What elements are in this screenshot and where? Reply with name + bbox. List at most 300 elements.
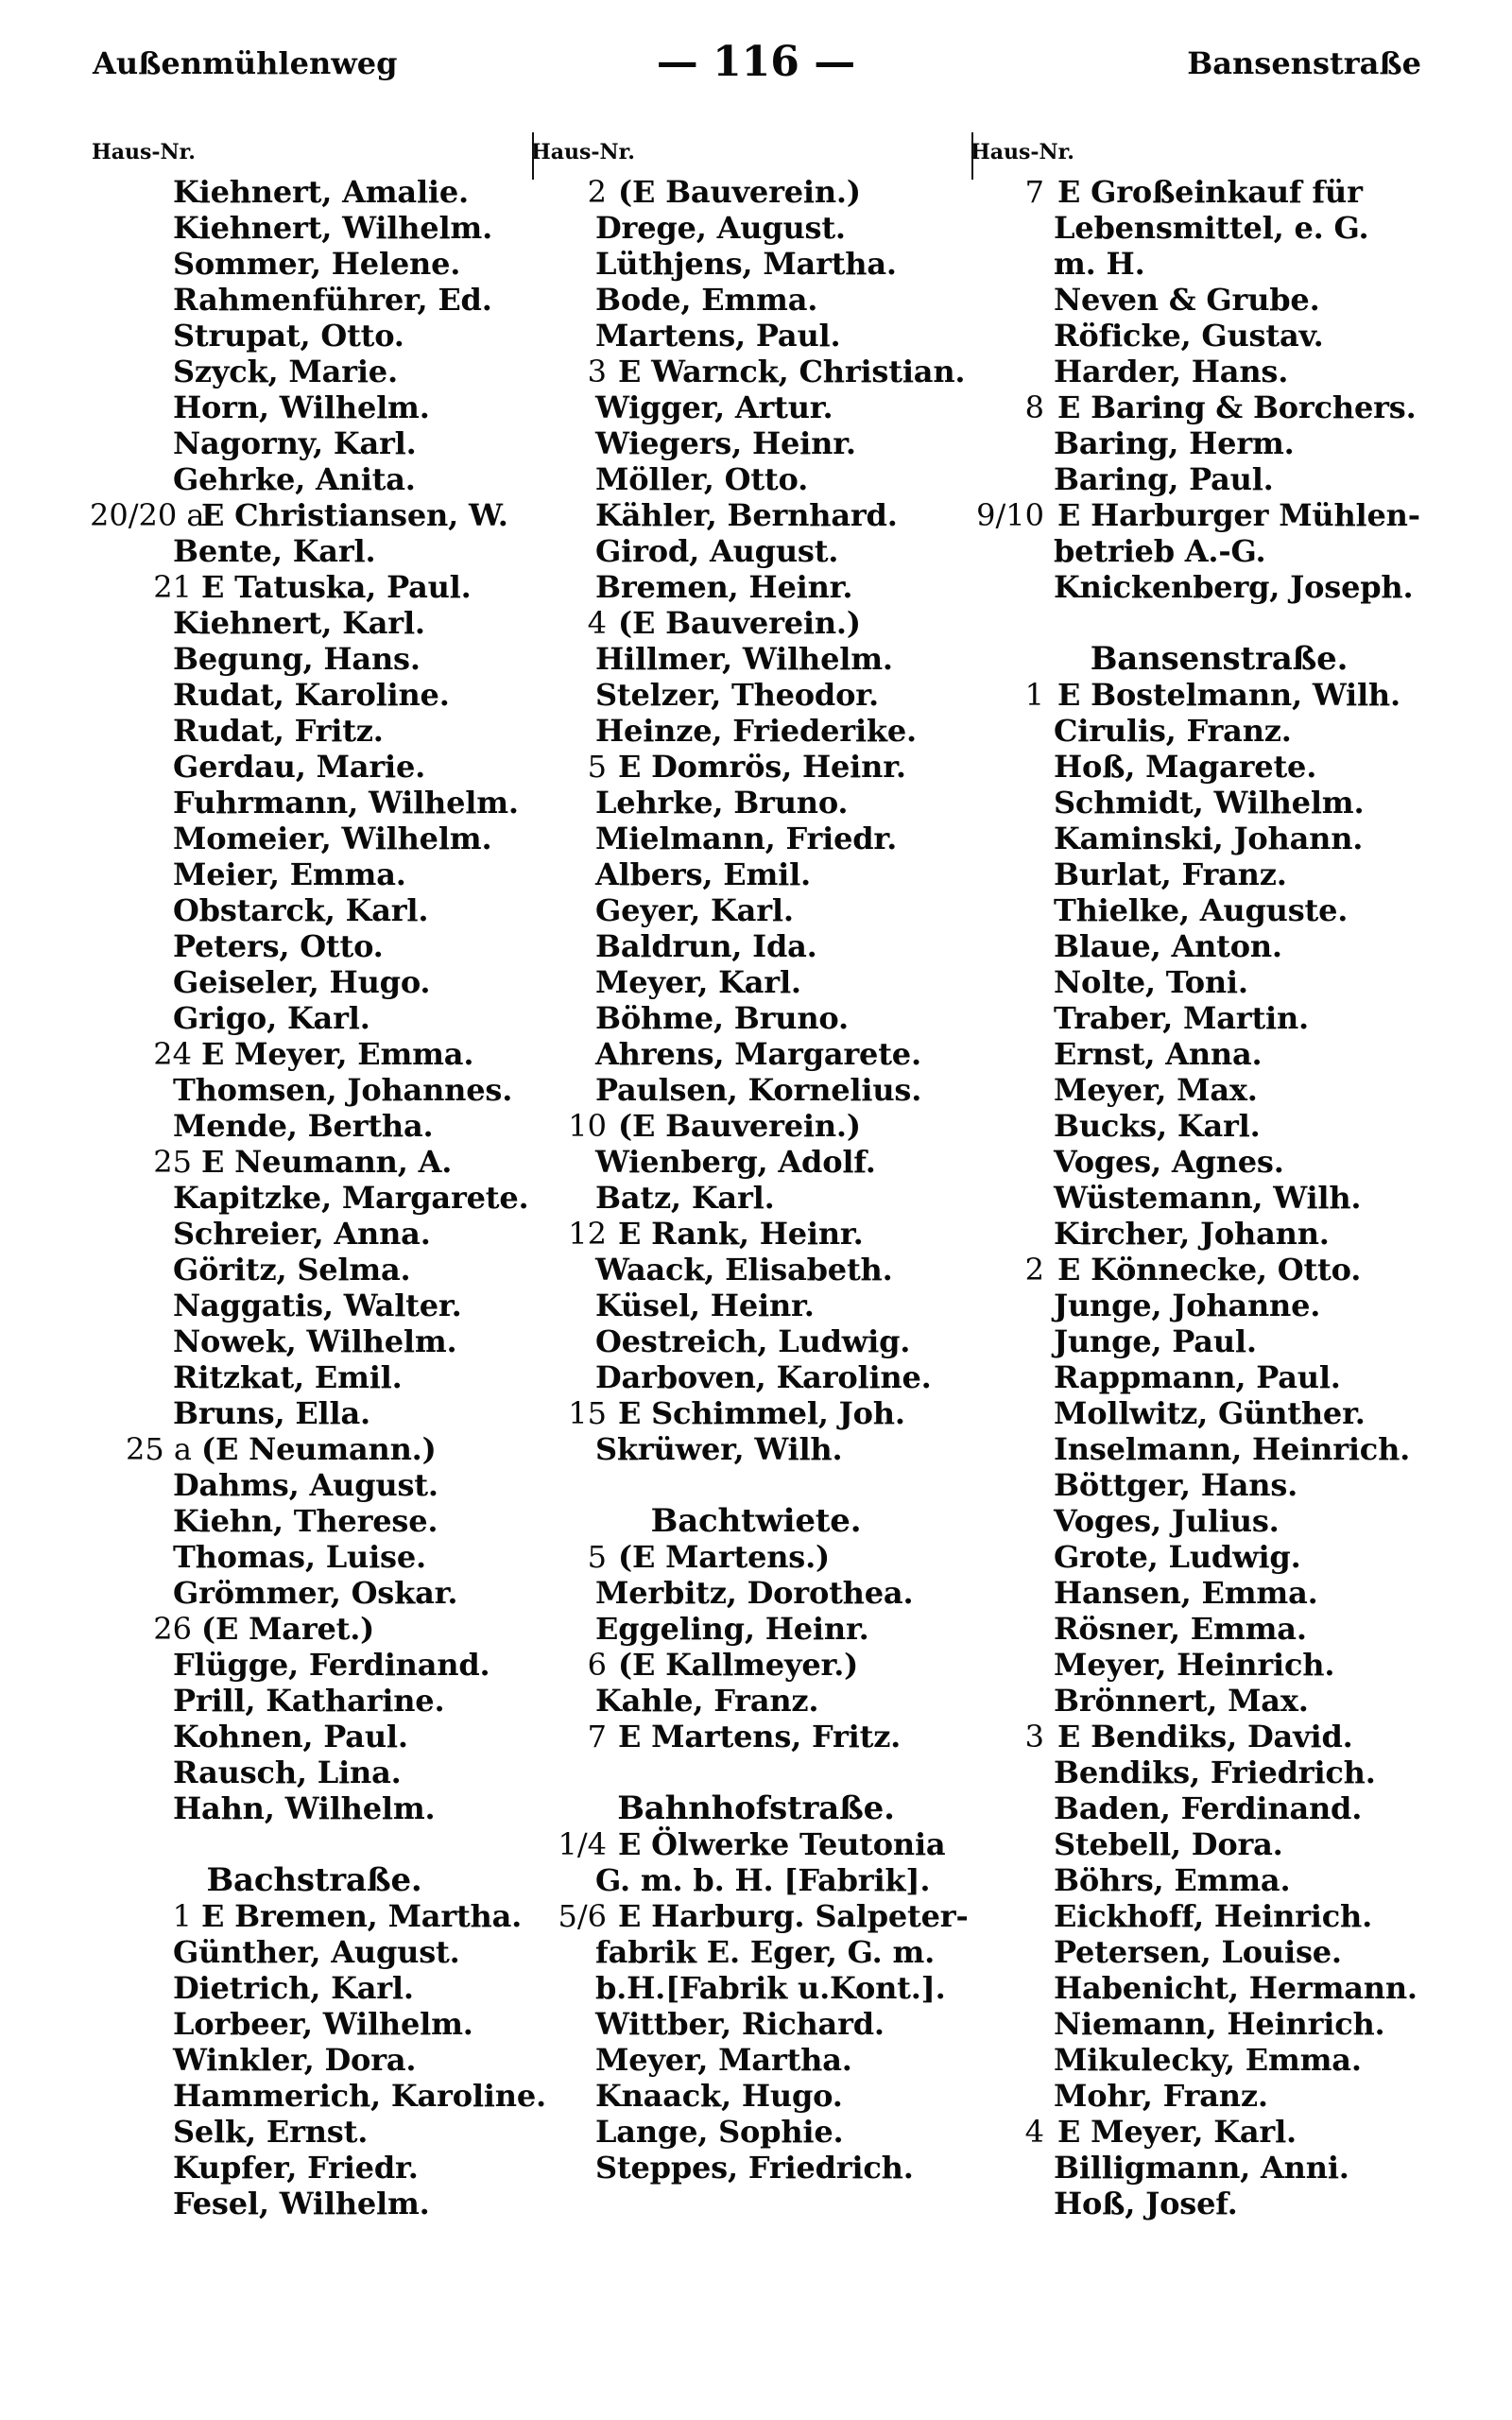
resident-name: Röficke, Gustav. (1054, 318, 1324, 354)
column-head-label: Haus-Nr. (92, 140, 196, 164)
house-number: 20/20 a (90, 497, 205, 533)
resident-name: Knickenberg, Joseph. (1054, 569, 1414, 605)
directory-entry (969, 1575, 1469, 1611)
resident-name: Burlat, Franz. (1054, 856, 1287, 892)
directory-entry (529, 749, 983, 785)
resident-name: Neven & Grube. (1054, 282, 1320, 318)
directory-entry (969, 246, 1469, 282)
house-number: 2 (587, 174, 607, 210)
resident-name: Niemann, Heinrich. (1054, 2006, 1385, 2042)
column-head-label: Haus-Nr. (531, 140, 635, 164)
resident-name: Gehrke, Anita. (173, 461, 416, 497)
directory-entry (529, 1898, 983, 1934)
directory-entry (529, 2006, 983, 2042)
resident-name: (E Martens.) (618, 1539, 830, 1575)
directory-entry (529, 210, 983, 246)
resident-name: Kaminski, Johann. (1054, 821, 1364, 856)
directory-entry (90, 246, 539, 282)
resident-name: Ritzkat, Emil. (173, 1359, 403, 1395)
directory-entry (90, 1000, 539, 1036)
resident-name: Kiehnert, Wilhelm. (173, 210, 493, 246)
spacer (529, 1754, 983, 1790)
directory-entry (529, 1216, 983, 1252)
resident-name: Lehrke, Bruno. (595, 785, 849, 821)
resident-name: Paulsen, Kornelius. (595, 1072, 922, 1108)
resident-name: (E Bauverein.) (618, 174, 861, 210)
resident-name: Kiehnert, Karl. (173, 605, 425, 641)
resident-name: Geyer, Karl. (595, 892, 794, 928)
house-number: 15 (568, 1395, 607, 1431)
resident-name: Küsel, Heinr. (595, 1288, 815, 1323)
resident-name: Harder, Hans. (1054, 354, 1289, 389)
house-number: 3 (587, 354, 607, 389)
running-head-left: Außenmühlenweg (93, 45, 398, 81)
resident-name: Hillmer, Wilhelm. (595, 641, 893, 677)
directory-entry (90, 425, 539, 461)
directory-entry (969, 1000, 1469, 1036)
resident-name: Voges, Agnes. (1054, 1144, 1284, 1180)
directory-entry (90, 1323, 539, 1359)
resident-name: Hoß, Magarete. (1054, 749, 1317, 785)
resident-name: Kircher, Johann. (1054, 1216, 1330, 1252)
directory-entry (90, 1252, 539, 1288)
directory-entry (529, 1072, 983, 1108)
directory-entry (969, 1288, 1469, 1323)
directory-entry (969, 1934, 1469, 1970)
directory-entry (529, 677, 983, 713)
directory-entry (529, 1108, 983, 1144)
directory-entry (529, 389, 983, 425)
resident-name: Lorbeer, Wilhelm. (173, 2006, 473, 2042)
directory-entry (529, 892, 983, 928)
directory-entry (529, 533, 983, 569)
resident-name: Fuhrmann, Wilhelm. (173, 785, 519, 821)
resident-name: Wigger, Artur. (595, 389, 833, 425)
directory-entry (969, 1180, 1469, 1216)
directory-entry (90, 1288, 539, 1323)
directory-entry (90, 282, 539, 318)
resident-name: Möller, Otto. (595, 461, 809, 497)
resident-name: Strupat, Otto. (173, 318, 404, 354)
directory-entry (90, 1503, 539, 1539)
house-number: 1/4 (558, 1826, 607, 1862)
resident-name: E Ölwerke Teutonia (618, 1826, 946, 1862)
directory-entry (969, 1144, 1469, 1180)
resident-name: Sommer, Helene. (173, 246, 461, 282)
resident-name: Junge, Paul. (1054, 1323, 1257, 1359)
directory-entry (90, 1359, 539, 1395)
directory-entry (969, 2006, 1469, 2042)
resident-name: Baldrun, Ida. (595, 928, 817, 964)
resident-name: Momeier, Wilhelm. (173, 821, 492, 856)
column-2 (529, 130, 983, 2186)
directory-entry (90, 1467, 539, 1503)
resident-name: Inselmann, Heinrich. (1054, 1431, 1411, 1467)
directory-entry (969, 1719, 1469, 1754)
directory-entry (529, 246, 983, 282)
directory-entry (969, 964, 1469, 1000)
resident-name: Kahle, Franz. (595, 1683, 819, 1719)
resident-name: Kupfer, Friedr. (173, 2150, 419, 2186)
house-number: 24 (153, 1036, 192, 1072)
street-name: Bachtwiete. (650, 1502, 862, 1540)
house-number: 5 (587, 1539, 607, 1575)
directory-entry (529, 318, 983, 354)
resident-name: E Tatuska, Paul. (201, 569, 472, 605)
directory-entry (90, 641, 539, 677)
directory-entry (529, 1252, 983, 1288)
directory-entry (90, 892, 539, 928)
resident-name: Bucks, Karl. (1054, 1108, 1261, 1144)
directory-entry (90, 497, 539, 533)
resident-name: Mollwitz, Günther. (1054, 1395, 1366, 1431)
directory-entry (529, 1826, 983, 1862)
directory-entry (90, 354, 539, 389)
resident-name: Meyer, Karl. (595, 964, 801, 1000)
directory-entry (529, 856, 983, 892)
resident-name: Lüthjens, Martha. (595, 246, 897, 282)
directory-entry (90, 389, 539, 425)
resident-name: E Martens, Fritz. (618, 1719, 902, 1754)
resident-name: Hahn, Wilhelm. (173, 1790, 436, 1826)
resident-name: Mohr, Franz. (1054, 2078, 1268, 2114)
directory-entry (90, 2186, 539, 2221)
resident-name: Eggeling, Heinr. (595, 1611, 869, 1647)
directory-entry (969, 1359, 1469, 1395)
resident-name: Göritz, Selma. (173, 1252, 411, 1288)
resident-name: E Domrös, Heinr. (618, 749, 906, 785)
directory-entry (90, 1683, 539, 1719)
column-head-label: Haus-Nr. (971, 140, 1074, 164)
directory-entry (90, 821, 539, 856)
directory-entry (969, 928, 1469, 964)
resident-name: Kiehnert, Amalie. (173, 174, 469, 210)
resident-name: Nagorny, Karl. (173, 425, 417, 461)
resident-name: Drege, August. (595, 210, 846, 246)
resident-name: Horn, Wilhelm. (173, 389, 430, 425)
directory-entry (529, 928, 983, 964)
directory-entry (90, 1144, 539, 1180)
resident-name: Bode, Emma. (595, 282, 818, 318)
directory-entry (529, 1431, 983, 1467)
directory-entry (529, 1683, 983, 1719)
resident-name: Brönnert, Max. (1054, 1683, 1309, 1719)
directory-entry (969, 1683, 1469, 1719)
resident-name: Ahrens, Margarete. (595, 1036, 921, 1072)
resident-name: Prill, Katharine. (173, 1683, 445, 1719)
directory-entry (529, 1288, 983, 1323)
directory-entry (90, 1036, 539, 1072)
resident-name: E Harburg. Salpeter- (618, 1898, 969, 1934)
directory-entry (969, 318, 1469, 354)
directory-entry (969, 2186, 1469, 2221)
resident-name: E Bremen, Martha. (201, 1898, 523, 1934)
directory-entry (529, 1647, 983, 1683)
resident-name: Skrüwer, Wilh. (595, 1431, 843, 1467)
directory-entry (90, 1575, 539, 1611)
resident-name: E Bostelmann, Wilh. (1057, 677, 1400, 713)
house-number: 3 (1024, 1719, 1044, 1754)
directory-entry (90, 569, 539, 605)
resident-name: Stebell, Dora. (1054, 1826, 1283, 1862)
resident-name: Schmidt, Wilhelm. (1054, 785, 1365, 821)
directory-entry (529, 1934, 983, 1970)
street-name: Bansenstraße. (1090, 640, 1349, 678)
directory-entry (90, 461, 539, 497)
house-number: 12 (568, 1216, 607, 1252)
house-number: 5 (587, 749, 607, 785)
directory-entry (969, 892, 1469, 928)
directory-entry (529, 1719, 983, 1754)
directory-entry (969, 1647, 1469, 1683)
resident-name: Rudat, Karoline. (173, 677, 450, 713)
resident-name: Ernst, Anna. (1054, 1036, 1263, 1072)
directory-entry (529, 1359, 983, 1395)
directory-entry (969, 1108, 1469, 1144)
resident-name: Grote, Ludwig. (1054, 1539, 1301, 1575)
resident-name: Szyck, Marie. (173, 354, 398, 389)
column-1 (90, 130, 546, 2221)
resident-name: Wüstemann, Wilh. (1054, 1180, 1362, 1216)
directory-entry (90, 785, 539, 821)
resident-name: Böhrs, Emma. (1054, 1862, 1291, 1898)
street-heading (529, 1503, 983, 1539)
resident-name: Hoß, Josef. (1054, 2186, 1238, 2221)
directory-entry (90, 713, 539, 749)
directory-entry (529, 1611, 983, 1647)
resident-name: Kohnen, Paul. (173, 1719, 408, 1754)
directory-entry (90, 1611, 539, 1647)
directory-entry (529, 1395, 983, 1431)
directory-entry (969, 174, 1469, 210)
street-name: Bahnhofstraße. (617, 1789, 895, 1827)
house-number: 21 (153, 569, 192, 605)
resident-name: Böttger, Hans. (1054, 1467, 1298, 1503)
house-number: 5/6 (558, 1898, 607, 1934)
directory-entry (529, 1575, 983, 1611)
resident-name: fabrik E. Eger, G. m. (595, 1934, 936, 1970)
resident-name: Stelzer, Theodor. (595, 677, 879, 713)
resident-name: b.H.[Fabrik u.Kont.]. (595, 1970, 946, 2006)
directory-entry (529, 282, 983, 318)
resident-name: (E Kallmeyer.) (618, 1647, 859, 1683)
directory-entry (529, 425, 983, 461)
house-number: 7 (1024, 174, 1044, 210)
column-3 (969, 130, 1469, 2221)
resident-name: E Baring & Borchers. (1057, 389, 1417, 425)
directory-entry (90, 174, 539, 210)
directory-entry (529, 1862, 983, 1898)
directory-entry (529, 2150, 983, 2186)
directory-entry (969, 1395, 1469, 1431)
resident-name: Naggatis, Walter. (173, 1288, 462, 1323)
directory-entry (90, 2006, 539, 2042)
house-number: 1 (1024, 677, 1044, 713)
resident-name: Heinze, Friederike. (595, 713, 917, 749)
resident-name: Dietrich, Karl. (173, 1970, 414, 2006)
resident-name: Günther, August. (173, 1934, 460, 1970)
resident-name: E Schimmel, Joh. (618, 1395, 905, 1431)
directory-entry (969, 354, 1469, 389)
house-number: 8 (1024, 389, 1044, 425)
resident-name: Habenicht, Hermann. (1054, 1970, 1418, 2006)
running-head-right: Bansenstraße (1187, 45, 1421, 81)
resident-name: Merbitz, Dorothea. (595, 1575, 914, 1611)
directory-entry (90, 1790, 539, 1826)
directory-entry (529, 964, 983, 1000)
house-number: 2 (1024, 1252, 1044, 1288)
directory-entry (90, 2150, 539, 2186)
directory-entry (969, 1072, 1469, 1108)
resident-name: Bruns, Ella. (173, 1395, 370, 1431)
directory-entry (90, 1431, 539, 1467)
resident-name: Lebensmittel, e. G. (1054, 210, 1369, 246)
resident-name: Rudat, Fritz. (173, 713, 384, 749)
directory-entry (969, 1790, 1469, 1826)
directory-entry (969, 569, 1469, 605)
directory-entry (969, 2150, 1469, 2186)
directory-entry (90, 1970, 539, 2006)
resident-name: Mikulecky, Emma. (1054, 2042, 1362, 2078)
directory-entry (969, 856, 1469, 892)
resident-name: (E Neumann.) (201, 1431, 437, 1467)
resident-name: Traber, Martin. (1054, 1000, 1309, 1036)
directory-entry (529, 605, 983, 641)
resident-name: Meier, Emma. (173, 856, 406, 892)
resident-name: (E Bauverein.) (618, 1108, 861, 1144)
directory-entry (969, 785, 1469, 821)
resident-name: Grömmer, Oskar. (173, 1575, 458, 1611)
house-number: 26 (153, 1611, 192, 1647)
resident-name: Darboven, Karoline. (595, 1359, 932, 1395)
directory-entry (969, 2042, 1469, 2078)
directory-entry (969, 1252, 1469, 1288)
resident-name: Rahmenführer, Ed. (173, 282, 492, 318)
directory-entry (969, 533, 1469, 569)
directory-entry (529, 1000, 983, 1036)
resident-name: Meyer, Max. (1054, 1072, 1258, 1108)
resident-name: Obstarck, Karl. (173, 892, 429, 928)
house-number: 7 (587, 1719, 607, 1754)
resident-name: Selk, Ernst. (173, 2114, 369, 2150)
resident-name: E Rank, Heinr. (618, 1216, 864, 1252)
resident-name: Grigo, Karl. (173, 1000, 370, 1036)
directory-entry (969, 1826, 1469, 1862)
resident-name: m. H. (1054, 246, 1145, 282)
resident-name: Junge, Johanne. (1054, 1288, 1321, 1323)
directory-entry (529, 2114, 983, 2150)
resident-name: Baring, Herm. (1054, 425, 1295, 461)
directory-entry (969, 1216, 1469, 1252)
directory-entry (90, 928, 539, 964)
directory-entry (90, 1539, 539, 1575)
directory-entry (90, 749, 539, 785)
directory-entry (529, 1180, 983, 1216)
resident-name: Thomsen, Johannes. (173, 1072, 513, 1108)
directory-entry (90, 210, 539, 246)
entries-column-3 (969, 174, 1469, 2221)
directory-entry (90, 318, 539, 354)
resident-name: E Meyer, Emma. (201, 1036, 474, 1072)
directory-entry (529, 354, 983, 389)
resident-name: Steppes, Friedrich. (595, 2150, 914, 2186)
house-number: 1 (172, 1898, 192, 1934)
directory-entry (90, 533, 539, 569)
house-number: 4 (1024, 2114, 1044, 2150)
resident-name: (E Maret.) (201, 1611, 375, 1647)
directory-entry (90, 1719, 539, 1754)
resident-name: E Großeinkauf für (1057, 174, 1363, 210)
resident-name: Böhme, Bruno. (595, 1000, 849, 1036)
directory-entry (969, 1431, 1469, 1467)
directory-entry (969, 2114, 1469, 2150)
street-heading (969, 641, 1469, 677)
directory-entry (529, 1323, 983, 1359)
resident-name: Mielmann, Friedr. (595, 821, 898, 856)
resident-name: Batz, Karl. (595, 1180, 775, 1216)
resident-name: betrieb A.-G. (1054, 533, 1266, 569)
resident-name: Schreier, Anna. (173, 1216, 431, 1252)
directory-entry (529, 497, 983, 533)
resident-name: Rausch, Lina. (173, 1754, 402, 1790)
directory-entry (90, 1180, 539, 1216)
resident-name: G. m. b. H. [Fabrik]. (595, 1862, 931, 1898)
resident-name: Kähler, Bernhard. (595, 497, 898, 533)
resident-name: Gerdau, Marie. (173, 749, 426, 785)
resident-name: Petersen, Louise. (1054, 1934, 1342, 1970)
resident-name: Bendiks, Friedrich. (1054, 1754, 1376, 1790)
directory-entry (969, 1898, 1469, 1934)
resident-name: Winkler, Dora. (173, 2042, 417, 2078)
directory-entry (969, 2078, 1469, 2114)
directory-entry (90, 1072, 539, 1108)
house-number: 25 a (126, 1431, 192, 1467)
resident-name: Lange, Sophie. (595, 2114, 844, 2150)
resident-name: Baden, Ferdinand. (1054, 1790, 1363, 1826)
resident-name: Wittber, Richard. (595, 2006, 885, 2042)
resident-name: E Bendiks, David. (1057, 1719, 1353, 1754)
resident-name: (E Bauverein.) (618, 605, 861, 641)
resident-name: Oestreich, Ludwig. (595, 1323, 911, 1359)
directory-entry (90, 2114, 539, 2150)
directory-entry (529, 713, 983, 749)
directory-entry (529, 1539, 983, 1575)
directory-entry (90, 2042, 539, 2078)
directory-entry (969, 677, 1469, 713)
resident-name: Rösner, Emma. (1054, 1611, 1307, 1647)
resident-name: Flügge, Ferdinand. (173, 1647, 490, 1683)
resident-name: Wienberg, Adolf. (595, 1144, 876, 1180)
directory-entry (969, 389, 1469, 425)
directory-entry (529, 1144, 983, 1180)
directory-entry (969, 1862, 1469, 1898)
spacer (969, 605, 1469, 641)
resident-name: E Könnecke, Otto. (1057, 1252, 1362, 1288)
resident-name: Baring, Paul. (1054, 461, 1274, 497)
directory-entry (969, 1539, 1469, 1575)
directory-entry (529, 1970, 983, 2006)
resident-name: Rappmann, Paul. (1054, 1359, 1341, 1395)
directory-entry (90, 856, 539, 892)
resident-name: Knaack, Hugo. (595, 2078, 843, 2114)
house-number: 25 (153, 1144, 192, 1180)
resident-name: Waack, Elisabeth. (595, 1252, 893, 1288)
directory-entry (969, 713, 1469, 749)
spacer (529, 1467, 983, 1503)
resident-name: Peters, Otto. (173, 928, 384, 964)
resident-name: Dahms, August. (173, 1467, 438, 1503)
resident-name: Kiehn, Therese. (173, 1503, 438, 1539)
